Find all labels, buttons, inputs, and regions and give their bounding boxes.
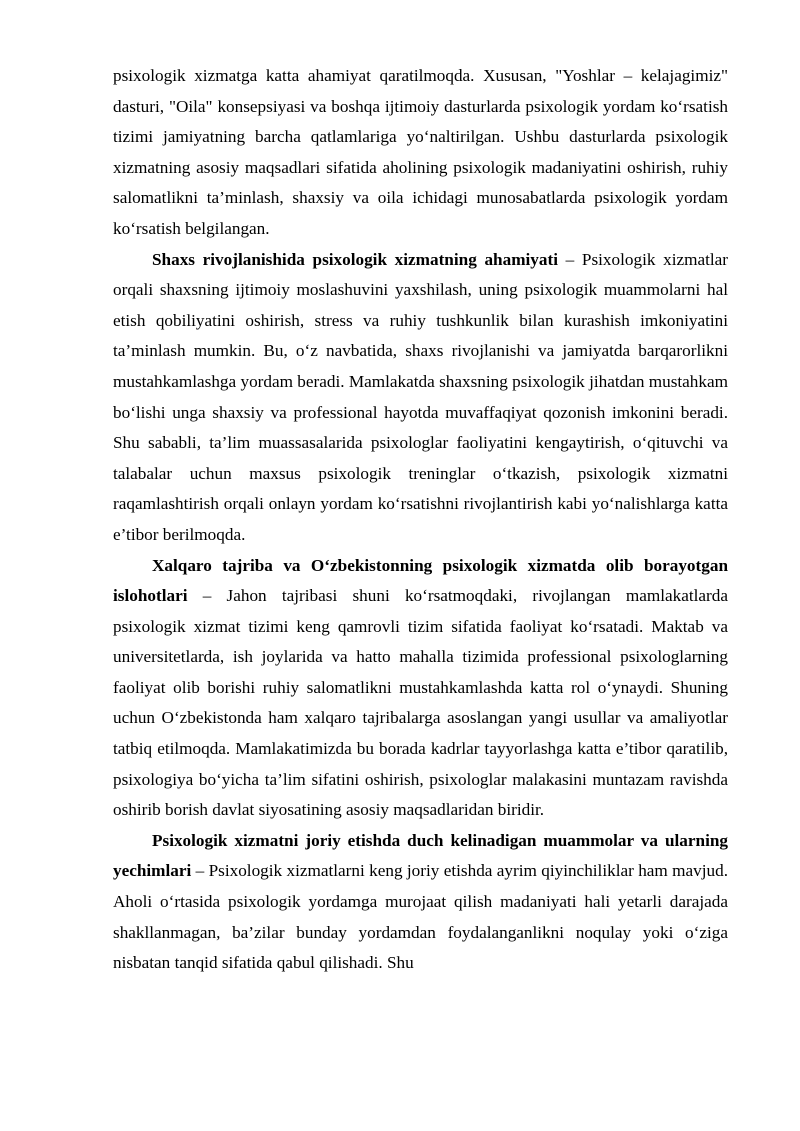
paragraph-heading: Shaxs rivojlanishida psixologik xizmatning ahamiyati xyxy=(152,249,558,269)
paragraph-text: – Psixologik xizmatlarni keng joriy etishda ayrim qiyinchiliklar ham mavjud. Aholi o‘rtasida psixologik yordamga murojaat qilish madaniyati hali yetarli darajada shakllanmagan, ba’zilar bunday yordamdan foydalanganlikni noqulay yoki o‘ziga nisbatan tanqid sifatida qabul qilishadi. Shu xyxy=(113,861,728,973)
paragraph-text: – Psixologik xizmatlar orqali shaxsning ijtimoiy moslashuvini yaxshilash, uning psixologik muammolarni hal etish qobiliyatini oshirish, stress va ruhiy tushkunlik bilan kurashish imkoniyatini ta’minlash mumkin. Bu, o‘z navbatida, shaxs rivojlanishi va jamiyatda barqarorlikni mustahkamlashga yordam beradi. Mamlakatda shaxsning psixologik jihatdan mustahkam bo‘lishi unga shaxsiy va professional hayotda muvaffaqiyat qozonish imkonini beradi. Shu sababli, ta’lim muassasalarida psixologlar faoliyatini kengaytirish, o‘qituvchi va talabalar uchun maxsus psixologik treninglar o‘tkazish, psixologik xizmatni raqamlashtirish orqali onlayn yordam ko‘rsatishni rivojlantirish kabi yo‘nalishlarga katta e’tibor berilmoqda. xyxy=(113,249,728,544)
paragraph-continuation xyxy=(113,61,728,245)
paragraph-heading: Xalqaro tajriba va O‘zbekistonning psixologik xizmatda olib borayotgan islohotlari xyxy=(113,555,728,606)
paragraph-personal-development xyxy=(113,245,728,551)
paragraph-international-experience xyxy=(113,551,728,826)
paragraph-problems-solutions xyxy=(113,826,728,979)
paragraph-text: – Jahon tajribasi shuni ko‘rsatmoqdaki, rivojlangan mamlakatlarda psixologik xizmat tizimi keng qamrovli tizim sifatida faoliyat ko‘rsatadi. Maktab va universitetlarda, ish joylarida va hatto mahalla tizimida professional psixologlarning faoliyat olib borishi ruhiy salomatlikni mustahkamlashda katta rol o‘ynaydi. Shuning uchun O‘zbekistonda ham xalqaro tajribalarga asoslangan yangi usullar va amaliyotlar tatbiq etilmoqda. Mamlakatimizda bu borada kadrlar tayyorlashga katta e’tibor qaratilib, psixologiya bo‘yicha ta’lim sifatini oshirish, psixologlar malakasini muntazam ravishda oshirib borish davlat siyosatining asosiy maqsadlaridan biridir. xyxy=(113,586,728,820)
paragraph-text: psixologik xizmatga katta ahamiyat qaratilmoqda. Xususan, "Yoshlar – kelajagimiz" dasturi, "Oila" konsepsiyasi va boshqa ijtimoiy dasturlarda psixologik yordam ko‘rsatish tizimi jamiyatning barcha qatlamlariga yo‘naltirilgan. Ushbu dasturlarda psixologik xizmatning asosiy maqsadlari sifatida aholining psixologik madaniyatini oshirish, ruhiy salomatlikni ta’minlash, shaxsiy va oila ichidagi munosabatlarda psixologik yordam ko‘rsatish belgilangan. xyxy=(113,66,728,238)
paragraph-heading: Psixologik xizmatni joriy etishda duch kelinadigan muammolar va ularning yechimlari xyxy=(113,830,728,881)
